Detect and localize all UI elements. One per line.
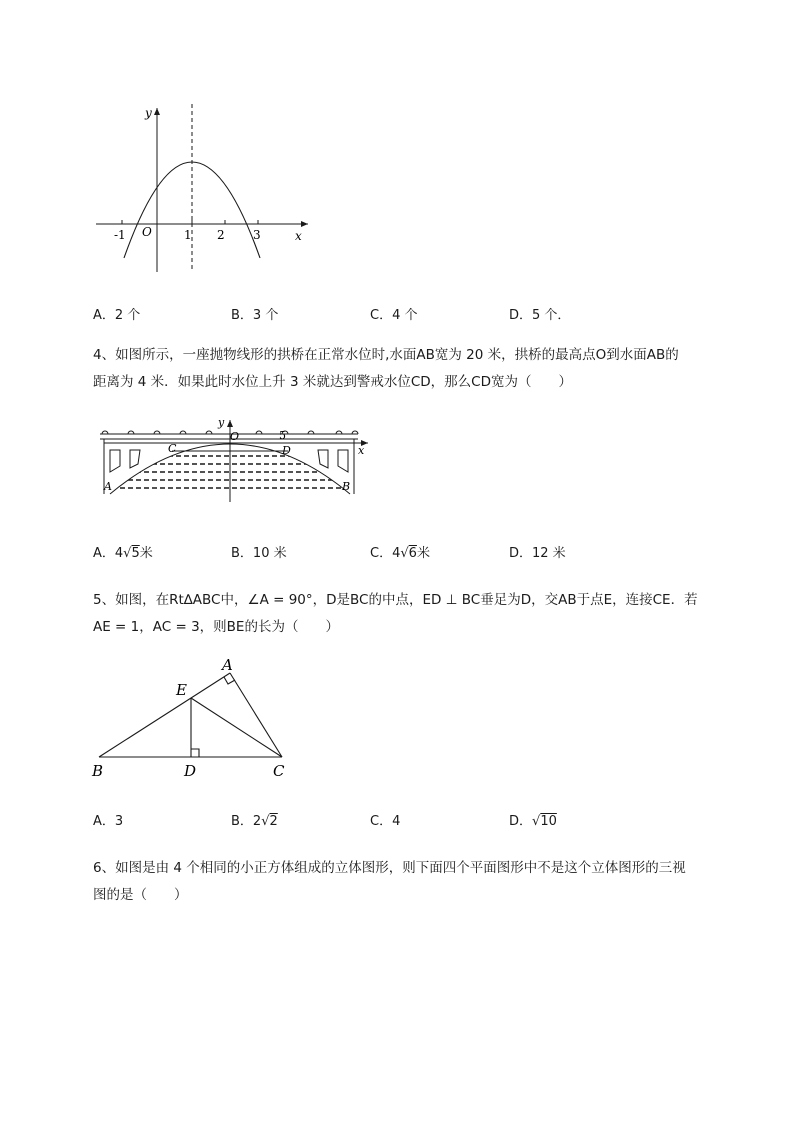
y-axis-label: y bbox=[145, 106, 152, 120]
option-a[interactable]: A．4√5米 bbox=[93, 546, 153, 561]
option-a[interactable]: A．2 个 bbox=[93, 308, 141, 323]
vertex-b-label: B bbox=[92, 762, 104, 780]
option-a[interactable]: A．3 bbox=[93, 814, 124, 829]
question-5-text bbox=[93, 587, 743, 641]
option-d[interactable]: D．5 个． bbox=[509, 308, 571, 323]
tick-label: 2 bbox=[217, 228, 225, 242]
option-c[interactable]: C．4 bbox=[370, 814, 401, 829]
vertex-d-label: D bbox=[184, 762, 197, 780]
bridge-a-label: A bbox=[104, 480, 112, 493]
arch-bridge-figure bbox=[96, 414, 376, 506]
question-4-text bbox=[93, 342, 743, 396]
tick-label: 1 bbox=[184, 228, 192, 242]
question-5-line-1: 5、如图，在Rt∆ABC中，∠A = 90°，D是BC的中点，ED ⊥ BC垂足为D，交AB于点E，连接CE．若 bbox=[93, 592, 698, 608]
bridge-b-label: B bbox=[342, 480, 351, 493]
bridge-x-label: x bbox=[358, 444, 365, 457]
option-d[interactable]: D．√10 bbox=[509, 814, 557, 829]
tick-label: -1 bbox=[114, 228, 126, 242]
x-axis-label: x bbox=[295, 229, 302, 243]
vertex-e-label: E bbox=[176, 681, 187, 699]
vertex-a-label: A bbox=[222, 656, 233, 674]
option-d[interactable]: D．12 米 bbox=[509, 546, 566, 561]
bridge-c-label: C bbox=[168, 442, 177, 455]
bridge-five-label: 5 bbox=[279, 429, 286, 442]
option-b[interactable]: B．10 米 bbox=[231, 546, 287, 561]
question-6-line-1: 6、如图是由 4 个相同的小正方体组成的立体图形，则下面四个平面图形中不是这个立体图形的三视 bbox=[93, 860, 686, 876]
question-6-text bbox=[93, 855, 743, 909]
option-c[interactable]: C．4√6米 bbox=[370, 546, 430, 561]
triangle-figure bbox=[86, 652, 296, 782]
bridge-y-label: y bbox=[218, 416, 225, 429]
origin-label: O bbox=[142, 225, 152, 239]
bridge-o-label: O bbox=[230, 430, 240, 443]
option-b[interactable]: B．2√2 bbox=[231, 814, 278, 829]
bridge-d-label: D bbox=[282, 444, 291, 457]
question-5-line-2: AE = 1，AC = 3，则BE的长为（ ） bbox=[93, 619, 339, 635]
question-4-line-2: 距离为 4 米．如果此时水位上升 3 米就达到警戒水位CD，那么CD宽为（ ） bbox=[93, 374, 572, 390]
tick-label: 3 bbox=[253, 228, 261, 242]
option-c[interactable]: C．4 个 bbox=[370, 308, 418, 323]
question-4-line-1: 4、如图所示，一座抛物线形的拱桥在正常水位时,水面AB宽为 20 米，拱桥的最高点O到水面AB的 bbox=[93, 347, 679, 363]
vertex-c-label: C bbox=[273, 762, 285, 780]
question-6-line-2: 图的是（ ） bbox=[93, 887, 188, 903]
option-b[interactable]: B．3 个 bbox=[231, 308, 279, 323]
parabola-figure bbox=[90, 100, 320, 280]
